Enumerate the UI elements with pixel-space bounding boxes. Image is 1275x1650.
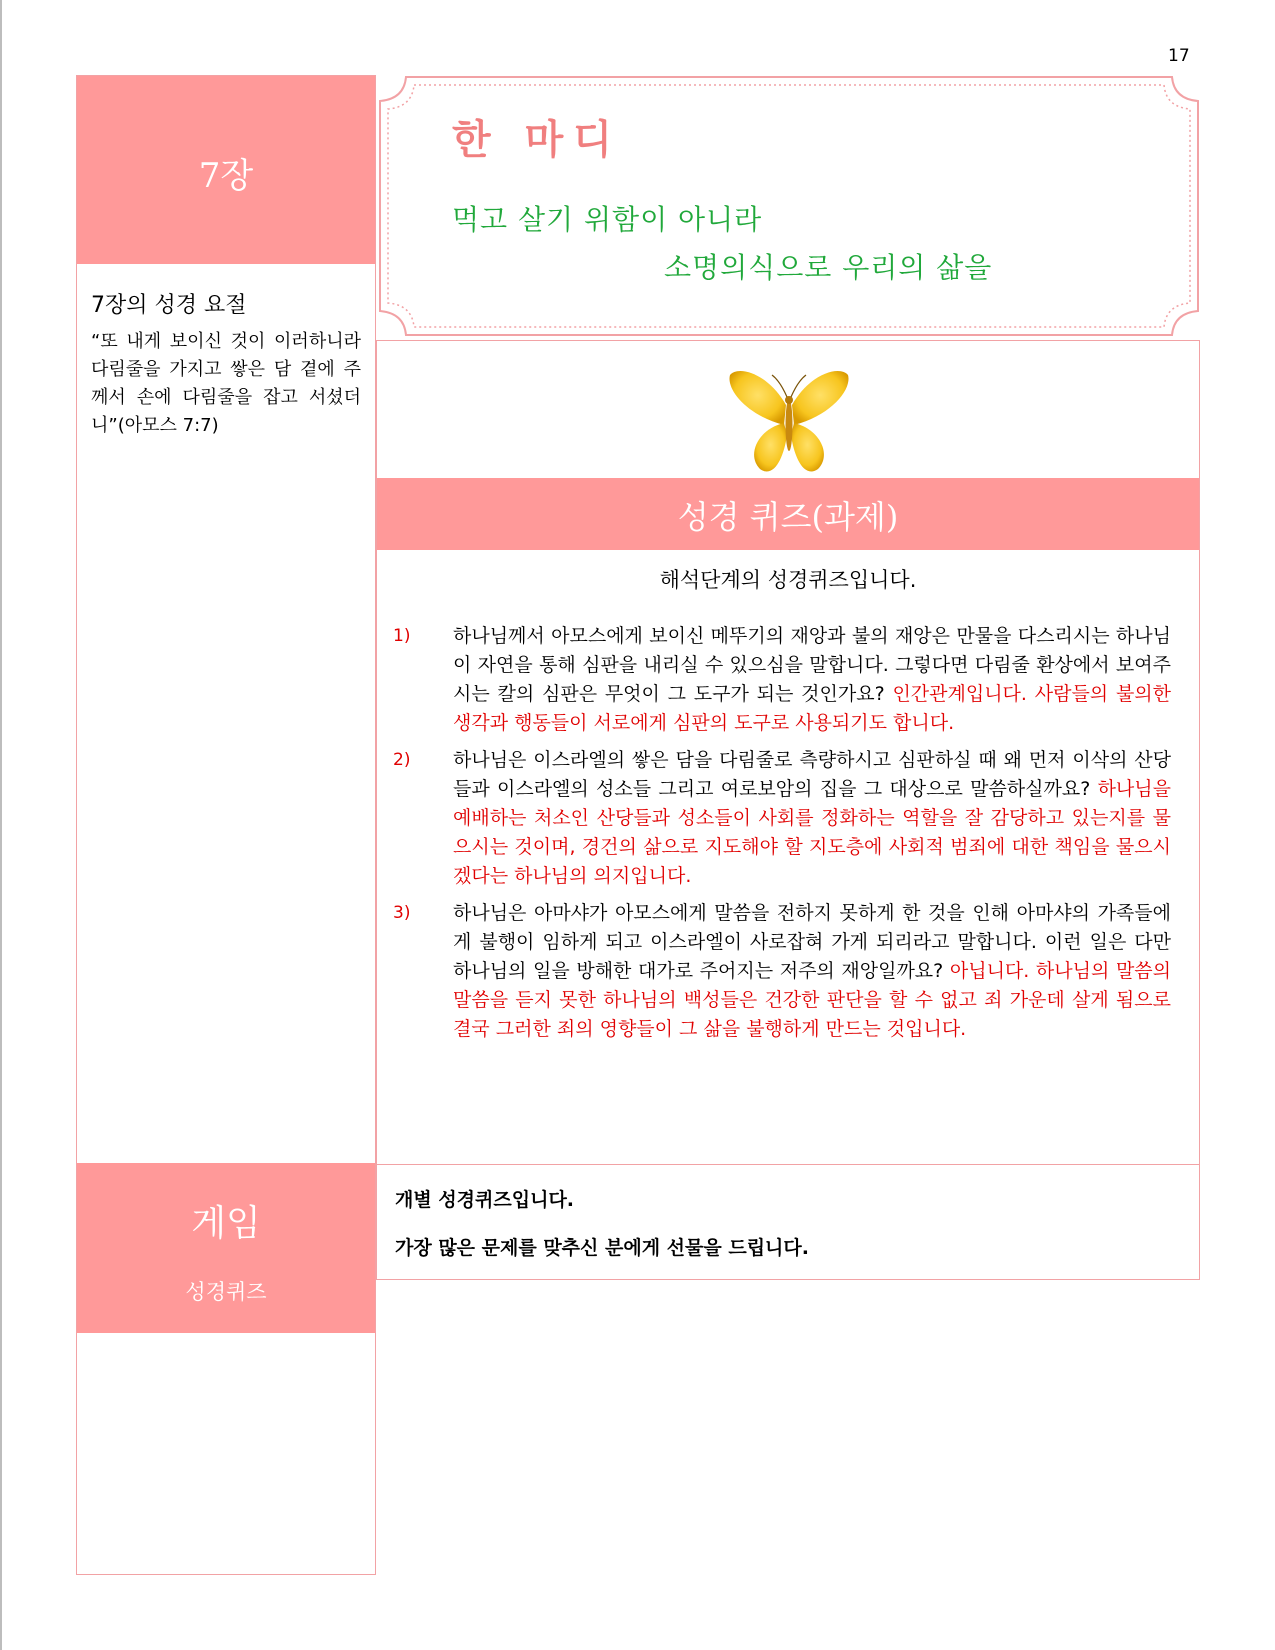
summary-heading: 7장의 성경 요절 xyxy=(91,293,247,318)
qa-number: 2) xyxy=(393,750,411,770)
answer-text: 아닙니다. 하나님의 말씀의 말씀을 듣지 못한 하나님의 백성들은 건강한 판단을 할 수 없고 죄 가운데 살게 됨으로 결국 그러한 죄의 영향들이 그 삶을 불행하게 만드는 것입니다. xyxy=(453,960,1172,1040)
page-number: 17 xyxy=(1168,46,1190,66)
game-band xyxy=(77,1163,375,1333)
qa-item xyxy=(393,746,1171,891)
game-box xyxy=(376,1164,1200,1280)
question-text: 하나님은 아마샤가 아모스에게 말씀을 전하지 못하게 한 것을 인해 아마샤의 가족들에게 불행이 임하게 되고 이스라엘이 사로잡혀 가게 되리라고 말합니다. 이런 일은 다만 하나님의 일을 방해한 대가로 주어지는 저주의 재앙일까요? xyxy=(453,902,1171,982)
chapter-title: 7장 xyxy=(198,156,254,196)
qa-item xyxy=(393,899,1171,1044)
game-line-2: 가장 많은 문제를 맞추신 분에게 선물을 드립니다. xyxy=(395,1237,809,1259)
page-edge xyxy=(0,0,2,1650)
qa-number: 3) xyxy=(393,903,411,923)
qa-item xyxy=(393,622,1171,738)
game-subtitle: 성경퀴즈 xyxy=(185,1280,267,1304)
answer-text: 인간관계입니다. 사람들의 불의한 생각과 행동들이 서로에게 심판의 도구로 사용되기도 합니다. xyxy=(453,683,1172,734)
game-title: 게임 xyxy=(191,1203,261,1244)
sidebar xyxy=(76,75,376,1575)
qa-list xyxy=(393,622,1171,1052)
qa-number: 1) xyxy=(393,626,411,646)
game-line-1: 개별 성경퀴즈입니다. xyxy=(395,1189,575,1211)
quiz-band xyxy=(377,478,1199,550)
summary-text: “또 내게 보이신 것이 이러하니라 다림줄을 가지고 쌓은 담 곁에 주께서 손에 다림줄을 잡고 서셨더니”(아모스 7:7) xyxy=(91,331,361,436)
chapter-band xyxy=(77,76,375,264)
word-line-1: 먹고 살기 위함이 아니라 xyxy=(452,203,763,236)
question-text: 하나님은 이스라엘의 쌓은 담을 다림줄로 측량하시고 심판하실 때 왜 먼저 이삭의 산당들과 이스라엘의 성소들 그리고 여로보암의 집을 그 대상으로 말씀하실까요? xyxy=(453,749,1171,800)
quiz-box xyxy=(376,340,1200,1165)
question-text: 하나님께서 아모스에게 보이신 메뚜기의 재앙과 불의 재앙은 만물을 다스리시는 하나님이 자연을 통해 심판을 내리실 수 있으심을 말합니다. 그렇다면 다림줄 환상에서 보여주시는 칼의 심판은 무엇이 그 도구가 되는 것인가요? xyxy=(453,625,1171,705)
quiz-title: 성경 퀴즈(과제) xyxy=(677,498,899,536)
word-line-2: 소명의식으로 우리의 삶을 xyxy=(664,251,993,284)
butterfly-image xyxy=(728,363,850,483)
answer-text: 하나님을 예배하는 처소인 산당들과 성소들이 사회를 정화하는 역할을 잘 감당하고 있는지를 물으시는 것이며, 경건의 삶으로 지도해야 할 지도층에 사회적 범죄에 대한 책임을 물으시겠다는 하나님의 의지입니다. xyxy=(453,778,1171,887)
word-title: 한 마디 xyxy=(452,117,622,163)
quiz-intro: 해석단계의 성경퀴즈입니다. xyxy=(659,568,917,592)
